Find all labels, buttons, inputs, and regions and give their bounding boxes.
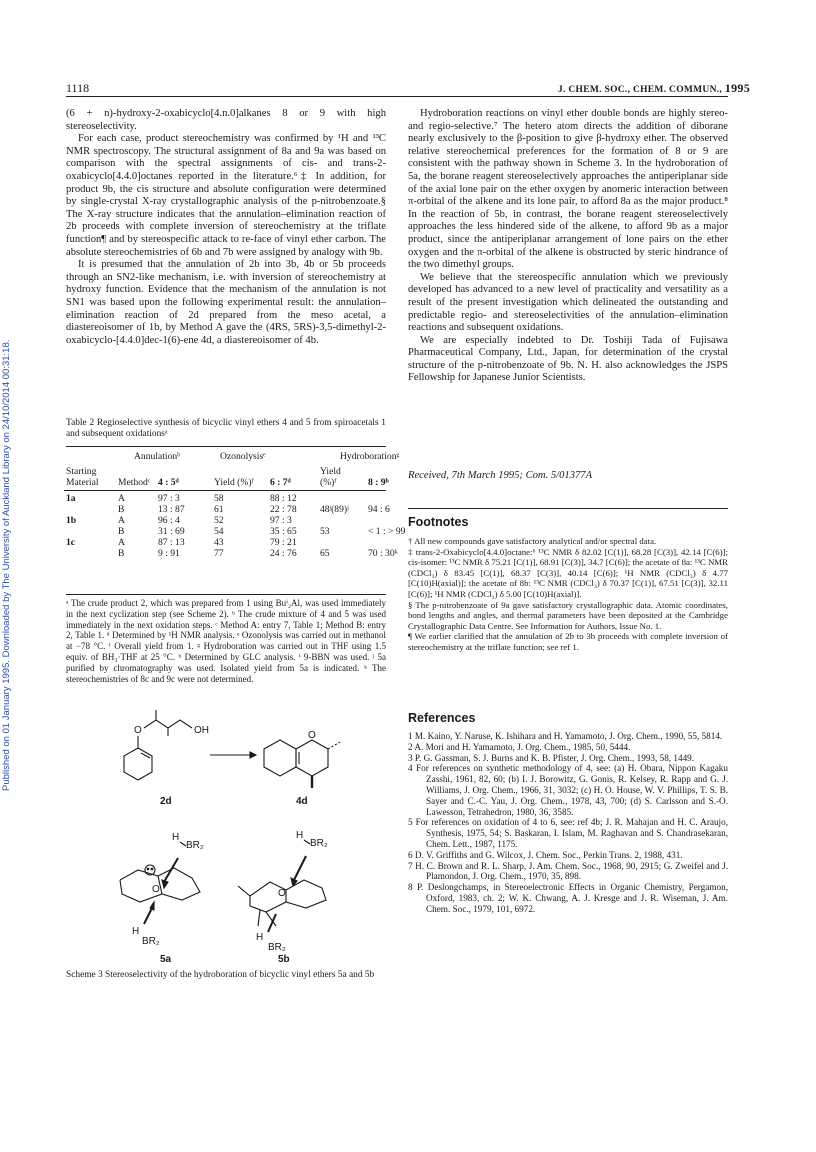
header-rule [66, 96, 728, 97]
table-bottom-rule [66, 594, 386, 595]
group-ozonolysis: Ozonolysisᵉ [220, 451, 266, 462]
reference-item: 2 A. Mori and H. Yamamoto, J. Org. Chem., 1985, 50, 5444. [408, 741, 631, 752]
compound-5a-structure [120, 832, 204, 947]
left-paragraph-1: (6 + n)-hydroxy-2-oxabicyclo[4.n.0]alkanes 8 or 9 with high stereoselectivity. [66, 108, 386, 132]
reference-item: 6 D. V. Griffiths and G. Wilcox, J. Chem. Soc., Perkin Trans. 2, 1988, 431. [408, 849, 683, 860]
table-footnotes: ᵃ The crude product 2, which was prepared from 1 using Buⁱ₂Al, was used immediately in the next cyclization step (see Scheme 2). ᵇ The crude mixture of 4 and 5 was used immediately in the next oxidation steps. ᶜ Method A: entry 7, Table 1; Method B: entry 2, Table 1. ᵈ Determined by ¹H NMR analysis. ᵉ Ozonolysis was carried out in methanol at −78 °C. ᶠ Overall yield from 1. ᵍ Hydroboration was carried out in THF using 1.5 equiv. of BH₃·THF at 25 °C. ʰ Determined by GLC analysis. ⁱ 9-BBN was used. ʲ 5a purified by chromatography was used. Isolated yield from 5a is indicated. ᵏ The stereochemistries of 8c and 9c were not determined. [66, 598, 386, 684]
page-number: 1118 [66, 81, 90, 95]
reference-item: 5 For references on oxidation of 4 to 6, see: ref 4b; J. R. Mahajan and H. C. Araujo, Synthesis, 1975, 54; S. Baskaran, I. Islam, M. Raghavan and S. Chandrasekaran, Chem. Lett., 1987, 1175. [408, 817, 728, 849]
right-paragraph-1: Hydroboration reactions on vinyl ether double bonds are highly stereo- and regio-selective.⁷ The hetero atom directs the addition of diborane nearly exclusively to the β-position to give β-hydroxy ether. The observed relative stereochemical preferences for the formation of 8 or 9 are consistent with the pathway shown in Scheme 3. In the hydroboration of 5a, the borane reagent stereoselectively approaches the antiperiplanar side of the axial lone pair on the ether oxygen by anomeric interaction between π-orbital of the alkene and its lone pair, to afford 8a as the major product.⁸ In the reaction of 5b, in contrast, the borane reagent stereoselectively approaches the less hindered side of the alkene, to afford 9b as a major product, since the antiperiplanar arrangement of lone pairs on the ether oxygen and the π-orbital of the alkene is obstructed by steric hindrance of the two dimethyl groups. [408, 108, 728, 271]
col-header-yield-hb: Yield (%)ᶠ [320, 466, 341, 488]
hydroxy-label: OH [194, 725, 209, 736]
received-line: Received, 7th March 1995; Com. 5/01377A [408, 470, 593, 481]
hydrogen-label: H [296, 830, 304, 841]
arrow-head [250, 752, 256, 758]
footnote-item: † All new compounds gave satisfactory analytical and/or spectral data. [408, 536, 657, 546]
reference-item: 8 P. Deslongchamps, in Stereoelectronic Effects in Organic Chemistry, Pergamon, Oxford, 1983, ch. 2; W. K. Chwang, A. J. Kresge and J. R. Wiseman, J. Am. Chem. Soc., 1979, 101, 6972. [408, 882, 728, 914]
borane-label: BR₂ [310, 838, 328, 849]
references-list [408, 731, 728, 915]
footnotes-title: Footnotes [408, 515, 469, 529]
hydrogen-label: H [132, 926, 140, 937]
table-row: B 9 : 91 77 24 : 76 65 70 : 30ᵏ [118, 548, 398, 559]
table-row: B 31 : 69 54 35 : 65 53 < 1 : > 99 [118, 526, 406, 537]
download-stamp: Published on 01 January 1995. Downloaded by The University of Auckland Library on 24/10/2014 00:31:18. [1, 339, 12, 791]
footnotes-list [408, 536, 728, 653]
label-5b: 5b [278, 954, 290, 965]
right-column [408, 108, 728, 385]
col-header-yield-oz: Yield (%)ᶠ [214, 477, 254, 488]
left-paragraph-2: For each case, product stereochemistry was confirmed by ¹H and ¹³C NMR spectroscopy. The structural assignment of 8a and 9a was based on comparison with the spectral assignments of cis- and trans-2-oxabicyclo[4.4.0]octanes reported in the literature.⁶‡ In addition, for product 9b, the cis structure and absolute configuration were determined by single-crystal X-ray crystallographic analysis of the p-nitrobenzoate.§ The X-ray structure indicates that the annulation–elimination reaction of 2b proceeds with complete inversion of stereochemistry at the triflate function¶ and by stereospecific attack to re-face of vinyl ether carbon. The absolute stereochemistries of 6b and 7b were assigned by analogy with 9b. [66, 133, 386, 258]
col-header-start: Starting Material [66, 466, 99, 488]
reference-item: 7 H. C. Brown and R. L. Sharp, J. Am. Chem. Soc., 1968, 90, 2915; G. Zweifel and J. Plamondon, J. Org. Chem., 1970, 35, 898. [408, 860, 728, 882]
oxygen-label: O [278, 888, 286, 899]
table-top-rule [66, 446, 386, 447]
reference-item: 3 P. G. Gassman, S. J. Burns and K. B. Pfister, J. Org. Chem., 1993, 58, 1449. [408, 752, 695, 763]
oxygen-label: O [152, 884, 160, 895]
right-paragraph-3: We are especially indebted to Dr. Toshiji Tada of Fujisawa Pharmaceutical Company, Ltd., Japan, for determination of the crystal structure of the p-nitrobenzoate of 9b. N. H. also acknowledges the JSPS Fellowship for Japanese Junior Scientists. [408, 334, 728, 384]
table-caption: Table 2 Regioselective synthesis of bicyclic vinyl ethers 4 and 5 from spiroacetals 1 and subsequent oxidationsᵃ [66, 418, 386, 440]
label-4d: 4d [296, 796, 308, 807]
compound-5b-structure [238, 830, 328, 953]
running-head [558, 81, 750, 96]
table-header-row [64, 462, 420, 488]
left-column [66, 108, 386, 347]
hydrogen-label: H [256, 932, 264, 943]
right-paragraph-2: We believe that the stereospecific annulation which we previously developed has advanced to a new level of practicality and versatility as a result of the present investigation which delineated the outstanding and predictable regio- and stereoselectivities of the annulation–elimination reactions and subsequent oxidations. [408, 271, 728, 334]
oxygen-label: O [134, 725, 142, 736]
oxygen-label: O [308, 730, 316, 741]
footnote-item: ¶ We earlier clarified that the annulation of 2b to 3b proceeds with complete inversion of stereochemistry at the triflate function; see ref 1. [408, 631, 728, 652]
table-row: 1c A 87 : 13 43 79 : 21 [66, 537, 297, 548]
col-header-ratio89: 8 : 9ʰ [368, 477, 389, 488]
table-row: 1b A 96 : 4 52 97 : 3 [66, 515, 292, 526]
table-row: 1a A 97 : 3 58 88 : 12 [66, 493, 297, 504]
compound-4d-structure [264, 730, 342, 788]
borane-label: BR₂ [142, 936, 160, 947]
table-2 [64, 451, 420, 559]
table-group-header-row [64, 451, 420, 462]
reference-item: 1 M. Kaino, Y. Naruse, K. Ishihara and H. Yamamoto, J. Org. Chem., 1990, 55, 5814. [408, 731, 723, 741]
references-title: References [408, 711, 476, 725]
group-hydroboration: Hydroborationᵍ [340, 451, 400, 462]
col-header-ratio67: 6 : 7ᵈ [270, 477, 291, 488]
footnotes-rule [408, 508, 728, 509]
left-paragraph-3: It is presumed that the annulation of 2b into 3b, 4b or 5b proceeds through an SN2-like mechanism, i.e. with inversion of stereochemistry at hydroxy function. Evidence that the mechanism of the annulation is not SN1 was based upon the following experimental result: the annulation–elimination reaction of 2d prepared from the meso acetal, a diastereoisomer of 1b, by Method A gave the (4RS, 5RS)-3,5-dimethyl-2-oxabicyclo-[4.4.0]dec-1(6)-ene 4d, a diastereoisomer of 4b. [66, 259, 386, 346]
label-5a: 5a [160, 954, 172, 965]
table-header-rule [64, 490, 386, 491]
journal-name: J. CHEM. SOC., CHEM. COMMUN., [557, 85, 723, 95]
hydrogen-label: H [172, 832, 180, 843]
borane-label: BR₂ [268, 942, 286, 953]
reference-item: 4 For references on synthetic methodology of 4, see: (a) H. Obara, Nippon Kagaku Zasshi, 1961, 82, 60; (b) I. J. Borowitz, G. Gonis, R. Kelsey, R. Rapp and G. J. Williams, J. Org. Chem., 1966, 31, 3032; (c) H. O. House, W. V. Phillips, T. S. B. Sayer and C.-C. Yau, J. Org. Chem., 1978, 43, 700; (d) S. Carlsson and S.-O. Lawesson, Tetrahedron, 1980, 36, 3585. [408, 763, 728, 817]
scheme-3-drawing [100, 700, 360, 1000]
footnote-item: § The p-nitrobenzoate of 9a gave satisfactory crystallographic data. Atomic coordinates, bond lengths and angles, and thermal parameters have been deposited at the Cambridge Crystallographic Data Centre. See Information for Authors, Issue No. 1. [408, 599, 728, 631]
label-2d: 2d [160, 796, 172, 807]
journal-year: 1995 [724, 81, 750, 95]
footnote-item: ‡ trans-2-Oxabicyclo[4.4.0]octane:⁶ ¹³C NMR δ 82.02 [C(1)], 68.28 [C(3)], 42.14 [C(6)]; cis-isomer: ¹³C NMR δ 75.21 [C(1)], 68.91 [C(3)], 34.7 [C(6)]; the acetate of 8a: ¹³C NMR (CDCl₃) δ 83.45 [C(1)], 68.37 [C(3)], 40.14 [C(6)]; ¹H NMR (CDCl₃) δ 4.77 [C(10)H(axial)]; the acetate of 8b: ¹³C NMR (CDCl₃) δ 70.37 [C(1)], 67.51 [C(3)], 32.11 [C(6)]; ¹H NMR (CDCl₃) δ 5.00 [C(10)H(axial)]. [408, 546, 728, 599]
table-row: B 13 : 87 61 22 : 78 48ʲ(89)ʲ 94 : 6 [118, 504, 390, 515]
borane-label: BR₂ [186, 840, 204, 851]
group-annulation: Annulationᵇ [134, 451, 181, 462]
col-header-ratio45: 4 : 5ᵈ [158, 477, 179, 488]
compound-2d-structure [124, 710, 209, 780]
col-header-method: Methodᶜ [118, 477, 151, 488]
scheme-caption: Scheme 3 Stereoselectivity of the hydroboration of bicyclic vinyl ethers 5a and 5b [66, 970, 375, 980]
